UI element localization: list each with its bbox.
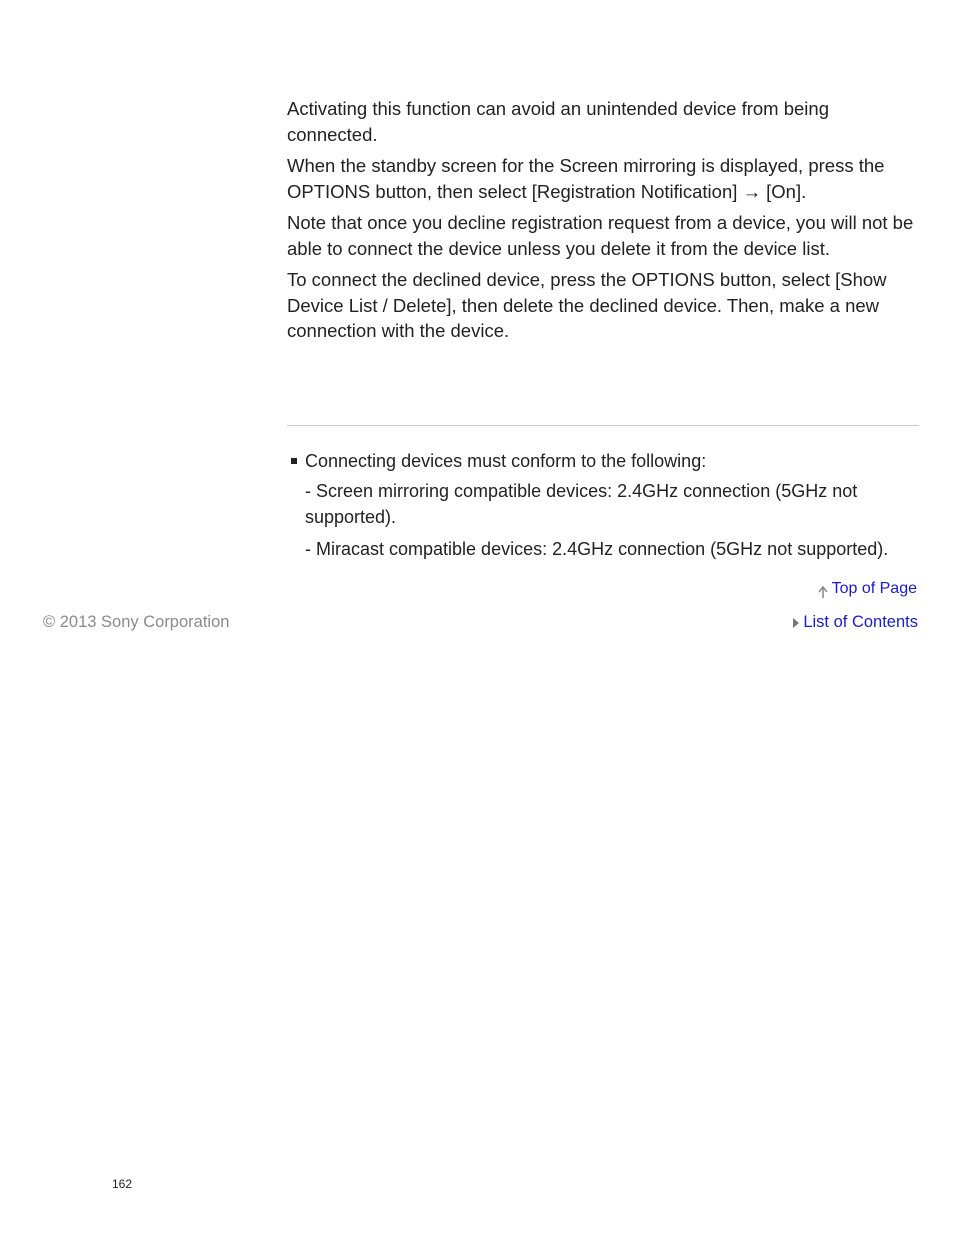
square-bullet-icon [291,458,297,464]
paragraph-activation: Activating this function can avoid an unintended device from being connected. [287,98,829,145]
right-triangle-icon [792,617,800,629]
paragraph-decline-note: Note that once you decline registration request from a device, you will not be able to connect the device unless you delete it from the device list. [287,212,914,259]
main-content [287,96,919,350]
list-of-contents-link[interactable]: List of Contents [803,613,918,631]
note-sub-item-miracast: - Miracast compatible devices: 2.4GHz connection (5GHz not supported). [305,539,889,559]
list-of-contents-row [792,613,918,632]
notes-section [291,448,921,568]
up-arrow-icon [817,585,829,599]
note-bullet-item [291,448,921,474]
note-bullet-text: Connecting devices must conform to the following: [305,451,707,471]
section-divider [287,425,919,426]
page-number: 162 [112,1177,133,1191]
paragraph-standby-instructions: When the standby screen for the Screen mirroring is displayed, press the OPTIONS button, then select [Registration Notification] → [On]. [287,155,885,202]
note-sub-item-screen-mirroring: - Screen mirroring compatible devices: 2.4GHz connection (5GHz not supported). [305,481,858,527]
footer [43,613,918,635]
paragraph-reconnect: To connect the declined device, press the OPTIONS button, select [Show Device List / Delete], then delete the declined device. Then, make a new connection with the device. [287,269,887,341]
top-of-page-link[interactable]: Top of Page [831,580,917,597]
copyright-text: © 2013 Sony Corporation [43,613,230,631]
top-of-page-row [817,579,917,599]
